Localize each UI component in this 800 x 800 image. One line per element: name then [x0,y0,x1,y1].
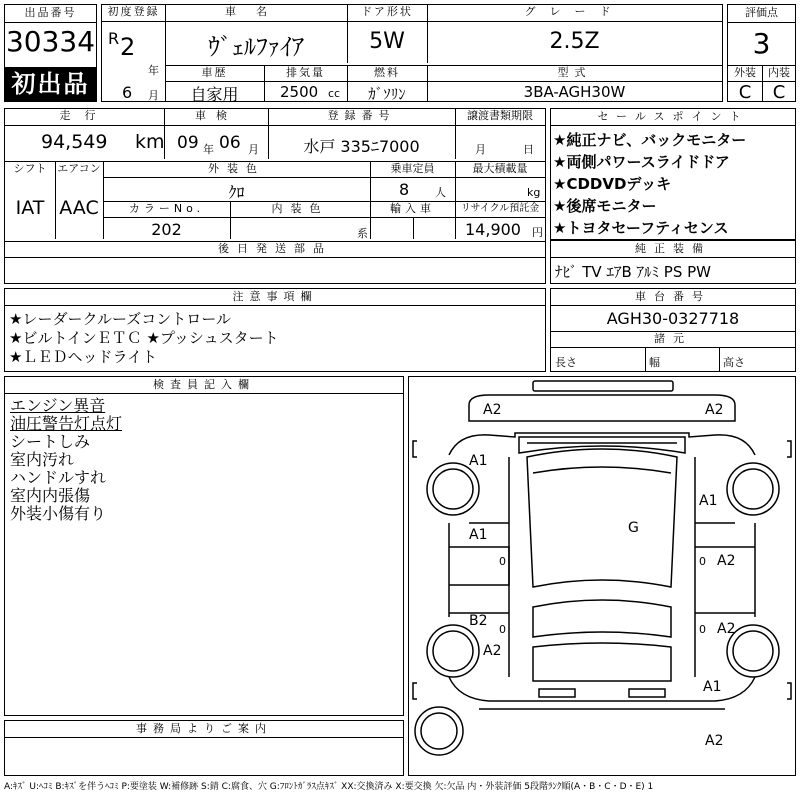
legend-text: A:ｷｽﾞ U:ﾍｺﾐ B:ｷｽﾞを伴うﾍｺﾐ P:要塗装 W:補修跡 S:錆 C:腐食、穴 G:ﾌﾛﾝﾄｶﾞﾗｽ点ｷｽﾞ XX:交換済み X:要交換 欠:欠品 内・外装評価 5段階ﾗﾝｸ順(A・B・C・D・E) 1 [4,782,654,792]
inspector-item: エンジン異音 [10,396,106,415]
header-table [101,4,723,102]
transfer-label: 譲渡書類期限 [467,109,533,122]
notes-line: ★レーダークルーズコントロール [9,310,231,328]
sales-item: ★両側パワースライドドア [553,153,730,171]
height-label: 高さ [723,356,745,369]
damage-mark: B2 [469,613,488,629]
lot-number: 30334 [5,25,96,58]
shift-label: シフト [13,162,47,175]
history-value: 自家用 [190,85,239,104]
reg-label: 初度登録 [107,5,160,18]
reg-month: 6 [122,83,133,102]
color-label: 外装色 [208,162,265,175]
chassis-number: AGH30-0327718 [606,309,740,328]
int-label: 内装 [768,66,790,79]
ac-label: エアコン [57,162,101,175]
sales-item: ★トヨタセーフティセンス [553,219,729,237]
inspector-item: ハンドルすれ [10,468,107,487]
grade-label: グレード [524,5,625,18]
damage-mark: G [628,520,639,536]
inspector-item: シートしみ [10,432,91,451]
car-name: ｳﾞｪﾙﾌｧｲｱ [208,33,304,61]
car-diagram-svg [409,377,795,775]
seats-value: 8 [399,180,410,199]
colorno-label: カラーNo. [128,202,205,215]
equipment-label: 純正装備 [635,242,711,255]
notes-label: 注意事項欄 [232,290,318,303]
damage-mark: 0 [499,555,506,568]
inspector-label: 検査員記入欄 [153,378,255,391]
inspector-box [4,376,404,716]
inspect-month-unit: 月 [248,143,259,156]
inspector-list [10,397,122,523]
era: R [108,29,120,48]
notes-box [4,288,546,372]
score-label: 評価点 [745,6,778,19]
sales-item: ★CDDVDデッキ [553,175,672,193]
sales-item: ★後席モニター [553,197,657,215]
lot-box [4,4,97,102]
damage-mark: A1 [703,679,722,695]
sales-points-box [550,108,796,240]
inspect-year: 09 [177,133,199,153]
inspect-year-unit: 年 [203,143,214,156]
door-value: 5W [369,29,405,54]
seats-unit: 人 [435,186,446,199]
later-parts-label: 後日発送部品 [218,242,332,255]
damage-mark: A2 [483,643,502,659]
door-label: ドア形状 [361,5,413,18]
mileage-unit: km [135,131,165,153]
import-label: 輸入車 [390,202,435,215]
intcolor-unit: 系 [357,227,368,240]
notes-list [9,310,279,367]
transfer-day: 日 [523,143,534,156]
damage-mark: A1 [699,493,718,509]
transfer-month: 月 [475,143,486,156]
ac-value: AAC [59,197,99,219]
inspector-item: 室内内張傷 [10,486,91,505]
disp-unit: cc [328,87,341,100]
colorno-value: 202 [151,220,182,239]
sales-label: セールスポイント [597,110,749,123]
inspect-month: 06 [219,133,241,153]
seats-label: 乗車定員 [390,162,435,175]
ext-grade: C [738,82,752,103]
score-value: 3 [752,27,771,60]
damage-mark: A2 [717,553,736,569]
damage-mark: A2 [483,402,502,418]
history-label: 車歴 [201,66,228,79]
dims-label: 諸元 [654,332,692,345]
plate-label: 登録番号 [327,109,396,122]
damage-mark: A2 [705,733,724,749]
load-label: 最大積載量 [472,162,528,175]
ext-label: 外装 [734,66,756,79]
first-listing-badge: 初出品 [5,67,96,102]
recycle-label: リサイクル預託金 [460,203,540,214]
fuel-label: 燃料 [374,66,400,79]
damage-mark: A2 [705,402,724,418]
damage-mark: 0 [699,555,706,568]
recycle-unit: 円 [532,226,543,239]
vehicle-info-table [4,108,546,284]
year-unit: 年 [148,64,159,77]
car-name-label: 車名 [225,5,287,18]
recycle-value: 14,900 [465,220,521,239]
inspector-item: 室内汚れ [10,450,75,469]
office-box [4,720,404,776]
inspector-item: 油圧警告灯点灯 [10,414,123,433]
score-box [727,4,796,102]
width-label: 幅 [649,356,660,369]
fuel-value: ｶﾞｿﾘﾝ [368,85,406,103]
disp-label: 排気量 [286,66,325,79]
damage-mark: A1 [469,527,488,543]
sales-item: ★純正ナビ、バックモニター [553,131,747,149]
disp-value: 2500 [280,83,319,101]
notes-line: ★ＬＥＤヘッドライト [9,348,157,366]
damage-mark: A1 [469,453,488,469]
chassis-box [550,288,796,372]
color-value: ｸﾛ [228,183,245,202]
mileage-value: 94,549 [41,131,108,153]
inspector-item: 外装小傷有り [10,504,107,523]
reg-year: 2 [120,33,136,61]
sales-list [553,129,746,239]
notes-line: ★ビルトインＥＴＣ ★プッシュスタート [9,329,279,347]
load-unit: kg [527,186,541,199]
month-unit: 月 [148,89,159,102]
equipment-value: ﾅﾋﾞ TV ｴｱB ｱﾙﾐ PS PW [555,263,711,281]
intcolor-label: 内装色 [271,202,329,215]
inspect-label: 車検 [195,109,237,122]
damage-mark: A2 [717,621,736,637]
chassis-label: 車台番号 [635,290,711,303]
plate-value: 水戸 335ﾆ7000 [303,137,420,156]
shift-value: IAT [15,197,45,219]
model-value: 3BA-AGH30W [523,83,626,101]
length-label: 長さ [555,356,577,369]
lot-label: 出品番号 [24,6,77,19]
damage-diagram [408,376,796,776]
office-label: 事務局よりご案内 [136,722,272,735]
damage-mark: 0 [699,623,706,636]
grade-value: 2.5Z [549,29,600,54]
damage-mark: 0 [499,623,506,636]
model-label: 型式 [557,66,592,79]
equipment-box [550,240,796,284]
mileage-label: 走行 [59,109,110,122]
int-grade: C [772,82,786,103]
